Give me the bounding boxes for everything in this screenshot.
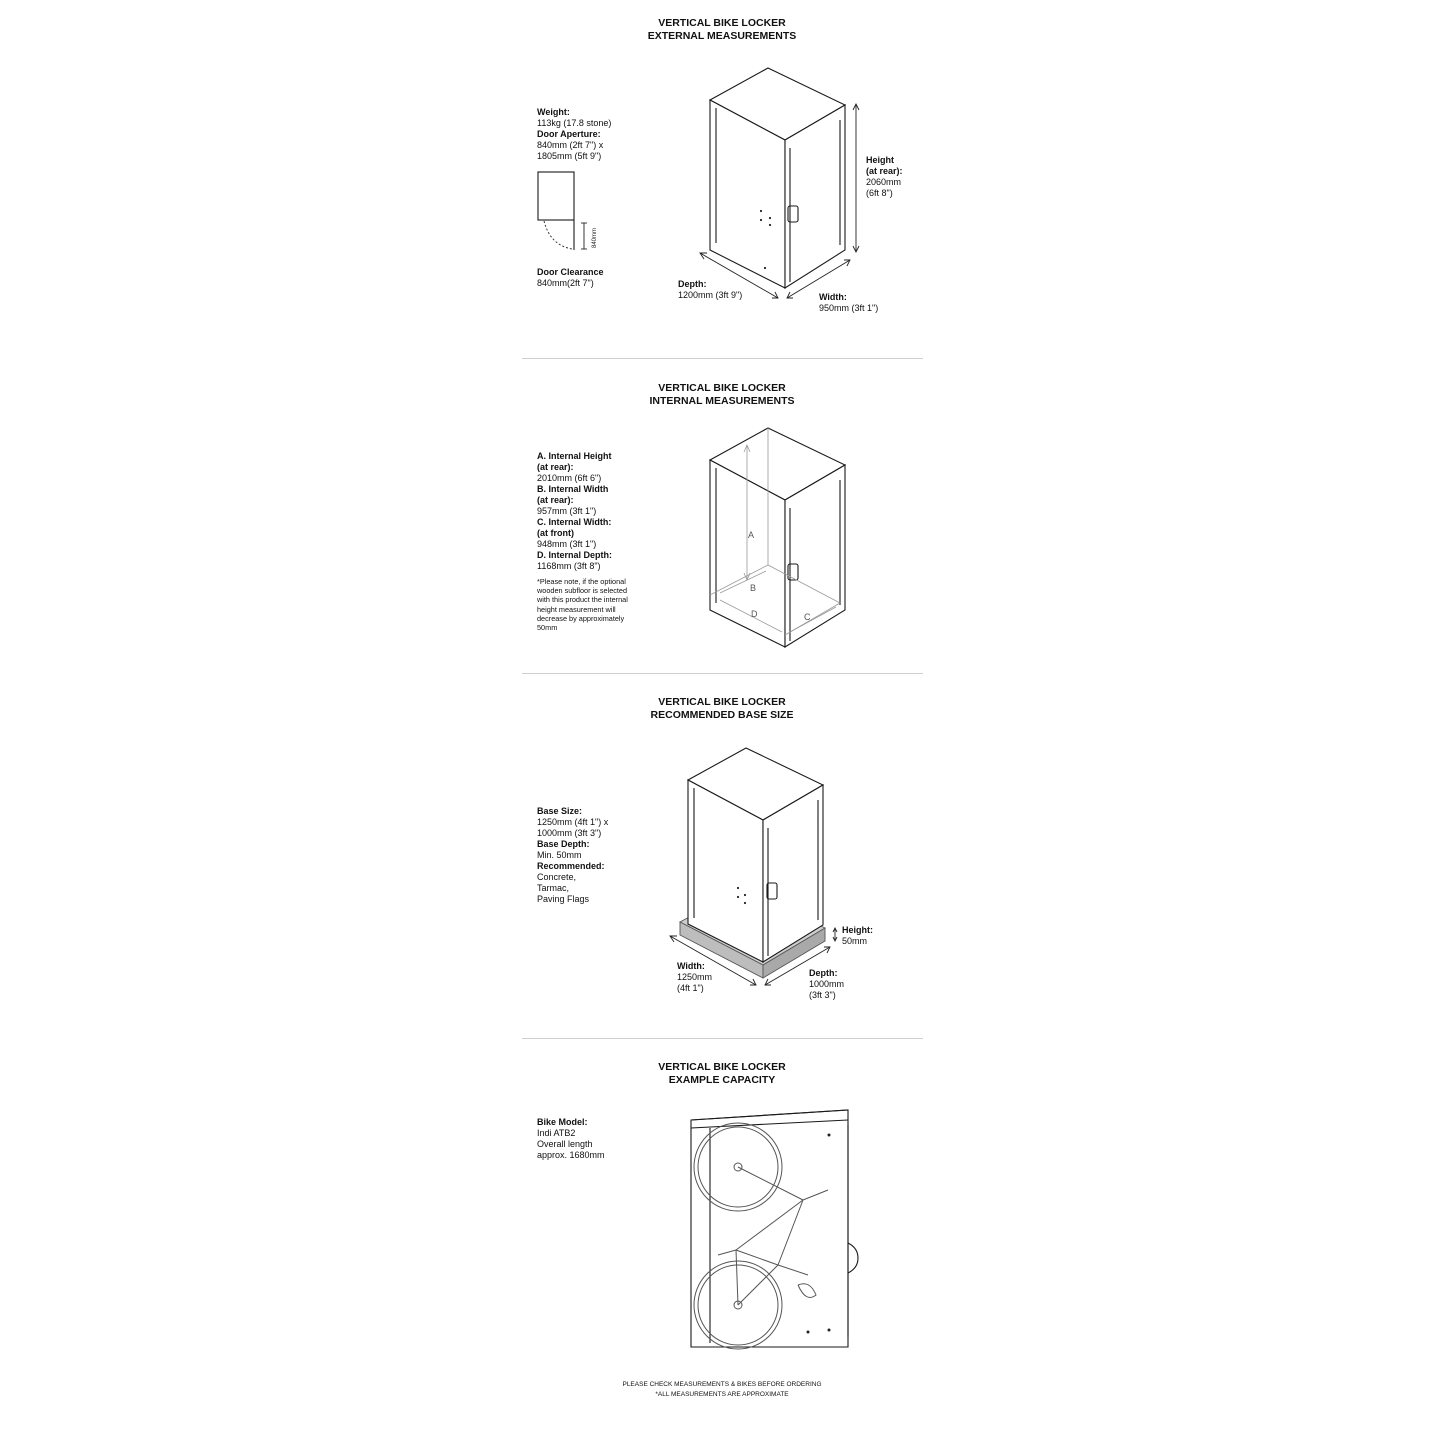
height-value-1: 2060mm	[866, 177, 902, 187]
recommended-item: Paving Flags	[537, 894, 590, 904]
letter-a: A	[748, 530, 755, 540]
height-label-2: (at rear):	[866, 166, 903, 176]
weight-value: 113kg (17.8 stone)	[537, 118, 612, 128]
subfloor-note: *Please note, if the optional wooden subfloor is selected with this product the internal height measurement will decrease by approximately 50mm	[537, 577, 628, 633]
internal-width-front-label: C. Internal Width:	[537, 517, 612, 527]
width-label: Width:	[819, 292, 847, 302]
depth-value-2: (3ft 3")	[809, 990, 836, 1000]
title-line-1: VERTICAL BIKE LOCKER	[658, 1061, 786, 1073]
internal-specs	[537, 451, 647, 572]
footer-line-2: *ALL MEASUREMENTS ARE APPROXIMATE	[655, 1391, 789, 1398]
bike-model-label: Bike Model:	[537, 1117, 588, 1127]
recommended-item: Tarmac,	[537, 883, 570, 893]
depth-label: Depth:	[809, 968, 838, 978]
letter-d: D	[751, 609, 758, 619]
height-value-2: (6ft 8")	[866, 188, 893, 198]
footer-line-1: PLEASE CHECK MEASUREMENTS & BIKES BEFORE ORDERING	[622, 1381, 822, 1388]
bike-model-specs	[537, 1117, 647, 1161]
depth-value-1: 1000mm	[809, 979, 845, 989]
depth-label: Depth:	[678, 279, 707, 289]
title-line-2: RECOMMENDED BASE SIZE	[650, 709, 794, 721]
base-size-value-2: 1000mm (3ft 3")	[537, 828, 602, 838]
external-locker-drawing	[690, 60, 890, 310]
footer	[522, 1380, 922, 1400]
width-value-2: (4ft 1")	[677, 983, 704, 993]
base-size-label: Base Size:	[537, 806, 583, 816]
internal-locker-drawing	[690, 425, 890, 655]
external-depth-label	[678, 279, 742, 301]
section-title-internal	[522, 382, 922, 408]
title-line-2: INTERNAL MEASUREMENTS	[649, 395, 795, 407]
door-clearance-diagram	[530, 165, 610, 260]
base-width-label	[677, 961, 712, 994]
section-divider	[522, 358, 923, 359]
clearance-value: 840mm(2ft 7")	[537, 278, 594, 288]
internal-depth-value: 1168mm (3ft 8")	[537, 561, 601, 571]
aperture-label: Door Aperture:	[537, 129, 601, 139]
bike-model-line: Overall length	[537, 1139, 593, 1149]
aperture-value-2: 1805mm (5ft 9")	[537, 151, 602, 161]
letter-c: C	[804, 612, 811, 622]
title-line-2: EXTERNAL MEASUREMENTS	[647, 30, 797, 42]
base-height-label	[842, 925, 873, 947]
base-depth-value: Min. 50mm	[537, 850, 582, 860]
base-specs	[537, 806, 647, 905]
door-clearance	[537, 267, 647, 289]
recommended-item: Concrete,	[537, 872, 577, 882]
section-title-base	[522, 696, 922, 722]
external-height-label	[866, 155, 903, 199]
width-value: 950mm (3ft 1")	[819, 303, 879, 313]
depth-value: 1200mm (3ft 9")	[678, 290, 743, 300]
internal-height-label: A. Internal Height	[537, 451, 612, 461]
capacity-locker-drawing	[688, 1105, 868, 1355]
internal-width-rear-value: 957mm (3ft 1")	[537, 506, 597, 516]
title-line-1: VERTICAL BIKE LOCKER	[658, 382, 786, 394]
internal-height-value: 2010mm (6ft 6")	[537, 473, 602, 483]
external-specs	[537, 107, 647, 162]
weight-label: Weight:	[537, 107, 570, 117]
height-label-1: Height	[866, 155, 894, 165]
width-label: Width:	[677, 961, 705, 971]
internal-width-front-label-2: (at front)	[537, 528, 574, 538]
internal-width-front-value: 948mm (3ft 1")	[537, 539, 597, 549]
width-value-1: 1250mm	[677, 972, 713, 982]
section-title-capacity	[522, 1061, 922, 1087]
bike-model-line: approx. 1680mm	[537, 1150, 605, 1160]
section-divider	[522, 1038, 923, 1039]
section-title-external	[522, 17, 922, 43]
door-diagram-dim-label: 840mm	[592, 227, 598, 248]
internal-depth-label: D. Internal Depth:	[537, 550, 613, 560]
recommended-label: Recommended:	[537, 861, 605, 871]
section-divider	[522, 673, 923, 674]
clearance-label: Door Clearance	[537, 267, 604, 277]
aperture-value-1: 840mm (2ft 7") x	[537, 140, 604, 150]
title-line-2: EXAMPLE CAPACITY	[668, 1074, 776, 1086]
base-size-value-1: 1250mm (4ft 1") x	[537, 817, 609, 827]
internal-height-label-2: (at rear):	[537, 462, 574, 472]
bike-model-line: Indi ATB2	[537, 1128, 576, 1138]
base-depth-label: Base Depth:	[537, 839, 590, 849]
internal-width-rear-label: B. Internal Width	[537, 484, 609, 494]
external-width-label	[819, 292, 878, 314]
height-value: 50mm	[842, 936, 868, 946]
title-line-1: VERTICAL BIKE LOCKER	[658, 17, 786, 29]
letter-b: B	[750, 583, 757, 593]
height-label: Height:	[842, 925, 873, 935]
internal-width-rear-label-2: (at rear):	[537, 495, 574, 505]
base-depth-dim-label	[809, 968, 844, 1001]
title-line-1: VERTICAL BIKE LOCKER	[658, 696, 786, 708]
